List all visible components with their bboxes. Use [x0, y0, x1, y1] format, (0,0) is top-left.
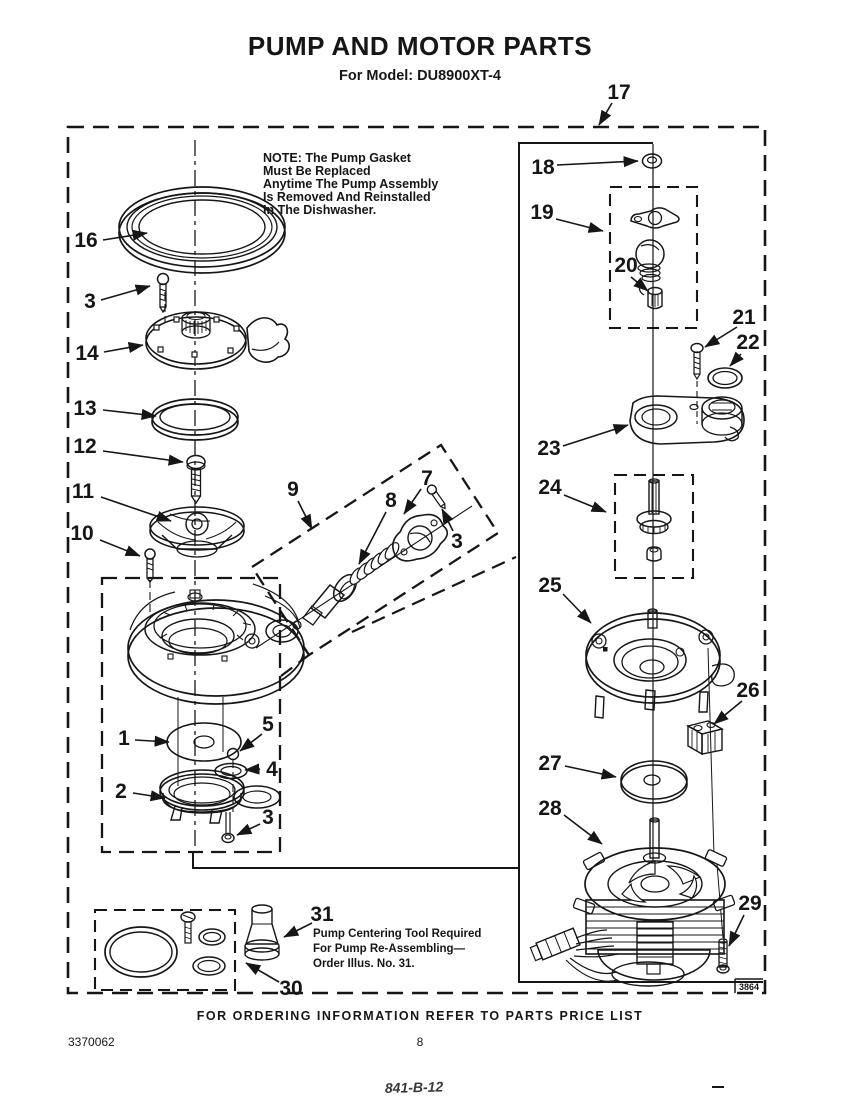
svg-text:3: 3 [262, 806, 274, 829]
svg-text:Must Be Replaced: Must Be Replaced [263, 164, 371, 178]
tool-note [313, 928, 481, 970]
part-12-screw [187, 456, 205, 504]
svg-text:12: 12 [73, 435, 97, 458]
svg-text:22: 22 [736, 331, 760, 354]
svg-text:11: 11 [71, 480, 95, 503]
callout-10 [70, 522, 140, 556]
callout-24 [538, 476, 606, 512]
svg-text:10: 10 [70, 522, 94, 545]
part-21-screw [691, 344, 703, 380]
part-7-valve-flange [383, 505, 453, 571]
callout-22 [730, 331, 760, 366]
svg-text:9: 9 [287, 478, 299, 501]
callout-5 [240, 713, 274, 751]
part-14-pump-plate [146, 312, 289, 369]
handwritten-stamp: 841-B-12 [384, 1078, 444, 1096]
svg-text:Order Illus. No. 31.: Order Illus. No. 31. [313, 958, 415, 970]
svg-text:5: 5 [262, 713, 274, 736]
part-30-seal-kit-box [95, 910, 235, 990]
callout-17 [599, 81, 631, 125]
part-22-oring [708, 368, 742, 388]
svg-text:NOTE: The Pump Gasket: NOTE: The Pump Gasket [263, 151, 411, 165]
svg-text:Anytime The Pump Assembly: Anytime The Pump Assembly [263, 177, 439, 191]
svg-text:3: 3 [84, 290, 96, 313]
svg-text:26: 26 [736, 679, 760, 702]
pump-gasket-note [263, 151, 438, 217]
callout-3b [237, 806, 274, 835]
callout-23 [537, 425, 628, 460]
callout-27 [538, 752, 616, 777]
svg-text:Pump Centering Tool Required: Pump Centering Tool Required [313, 928, 482, 940]
guide-line [178, 697, 223, 786]
callout-28 [538, 797, 602, 844]
plate-number: 3864 [738, 982, 760, 992]
pump-housing [128, 584, 304, 704]
svg-text:In The Dishwasher.: In The Dishwasher. [263, 203, 377, 217]
part-31-centering-tool [245, 905, 279, 960]
svg-text:7: 7 [421, 467, 433, 490]
part-25-motor-mount [586, 609, 734, 718]
svg-text:Is Removed And Reinstalled: Is Removed And Reinstalled [263, 190, 431, 204]
callout-11 [72, 480, 171, 521]
svg-text:27: 27 [538, 752, 562, 775]
callout-30 [246, 963, 303, 1000]
svg-text:1: 1 [118, 727, 130, 750]
callout-16 [74, 229, 147, 252]
callout-2 [115, 780, 165, 803]
svg-text:30: 30 [279, 977, 303, 1000]
svg-text:20: 20 [614, 254, 638, 277]
doc-number: 3370062 [68, 1035, 115, 1049]
part-24-shaft-kit-box [615, 475, 693, 578]
callout-7 [404, 467, 433, 514]
corridor-line [281, 655, 309, 676]
svg-text:18: 18 [531, 156, 555, 179]
callout-13 [73, 397, 156, 420]
part-16-gasket-ring [119, 187, 285, 273]
part-3-screw-bottom [222, 812, 234, 843]
callout-14 [75, 342, 143, 365]
callout-20 [614, 254, 648, 291]
svg-text:19: 19 [530, 201, 554, 224]
part-26-terminal-block [688, 721, 722, 754]
model-subtitle: For Model: DU8900XT-4 [339, 68, 501, 84]
callout-1 [118, 727, 169, 750]
page-title: PUMP AND MOTOR PARTS [247, 31, 593, 61]
callout-4 [245, 758, 278, 781]
part-11-impeller [150, 507, 244, 557]
callout-12 [73, 435, 183, 462]
part-28-motor [530, 818, 736, 986]
callout-9 [287, 478, 312, 529]
svg-text:4: 4 [266, 758, 278, 781]
part-20-cap [648, 288, 662, 309]
callout-3c [442, 509, 463, 553]
svg-text:24: 24 [538, 476, 562, 499]
part-23-outlet-housing [630, 396, 744, 444]
svg-text:17: 17 [607, 81, 631, 104]
callout-19 [530, 201, 603, 231]
callout-25 [538, 574, 591, 623]
svg-text:23: 23 [537, 437, 561, 460]
ordering-note: FOR ORDERING INFORMATION REFER TO PARTS PRICE LIST [196, 1009, 644, 1023]
svg-text:21: 21 [732, 306, 756, 329]
part-29-bolt [717, 939, 729, 973]
part-8-spring-plunger [293, 540, 402, 629]
svg-text:14: 14 [75, 342, 99, 365]
solid-connector-lines [193, 143, 763, 993]
svg-text:3: 3 [451, 530, 463, 553]
part-3-screw-top [158, 274, 169, 313]
svg-text:31: 31 [310, 903, 334, 926]
svg-text:16: 16 [74, 229, 98, 252]
svg-text:13: 13 [73, 397, 97, 420]
svg-text:8: 8 [385, 489, 397, 512]
svg-text:For Pump Re-Assembling—: For Pump Re-Assembling— [313, 943, 466, 955]
part-18-nut [643, 154, 662, 168]
svg-text:2: 2 [115, 780, 127, 803]
svg-text:29: 29 [738, 892, 762, 915]
part-27-slinger [621, 761, 687, 803]
callout-18 [531, 156, 638, 179]
svg-text:25: 25 [538, 574, 562, 597]
svg-text:28: 28 [538, 797, 562, 820]
callout-3a [84, 286, 150, 313]
page-number: 8 [416, 1035, 424, 1049]
